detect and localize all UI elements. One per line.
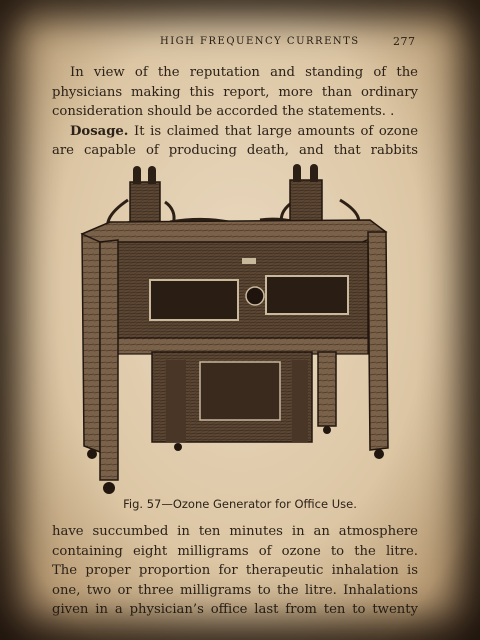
text-line: have succumbed in ten minutes in an atmosphere <box>52 524 418 539</box>
figure-caption: Fig. 57—Ozone Generator for Office Use. <box>123 497 357 511</box>
text-line: given in a physician’s office last from ten to twenty <box>52 602 418 617</box>
page-header <box>0 36 480 52</box>
dial-knob <box>246 287 264 305</box>
text-fragment: It is claimed that large amounts of ozone <box>128 123 418 139</box>
cabinet-window-right <box>266 276 348 314</box>
text-line: physicians making this report, more than ordinary <box>52 84 418 100</box>
ozone-generator-illustration <box>70 162 410 497</box>
paragraph-continued <box>52 522 418 620</box>
lower-box <box>152 352 312 442</box>
cabinet-window-left <box>150 280 238 320</box>
paragraph-intro <box>52 63 418 161</box>
figure-ozone-generator <box>70 162 410 497</box>
terminal-left <box>130 166 160 224</box>
name-plate <box>242 258 256 264</box>
text-line: The proper proportion for therapeutic inhalation is <box>52 563 418 578</box>
text-line: are capable of producing death, and that rabbits <box>52 143 418 158</box>
text-line-dosage <box>52 122 418 142</box>
section-heading-dosage: Dosage. <box>70 123 129 139</box>
text-line: one, two or three milligrams to the litre. Inhalations <box>52 582 418 598</box>
terminal-right <box>290 164 322 222</box>
running-title: HIGH FREQUENCY CURRENTS <box>160 36 360 47</box>
page-number: 277 <box>393 35 416 48</box>
text-line: In view of the reputation and standing of the <box>70 65 418 80</box>
text-line: containing eight milligrams of ozone to the litre. <box>52 543 418 559</box>
text-line: consideration should be accorded the statements. . <box>52 104 395 119</box>
